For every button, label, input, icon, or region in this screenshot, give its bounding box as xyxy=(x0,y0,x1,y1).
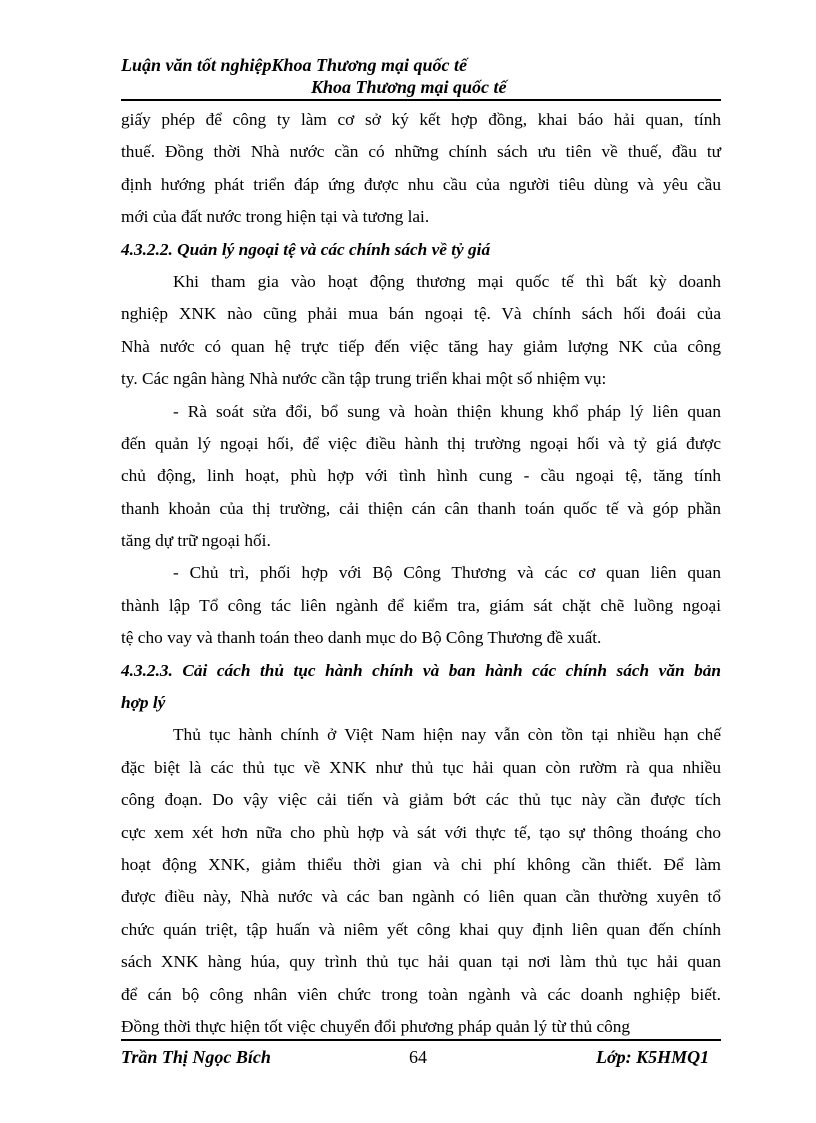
body-text-line: đặc biệt là các thủ tục về XNK như thủ tục hải quan còn rườm rà qua nhiều xyxy=(121,757,721,777)
body-text-line: nghiệp XNK nào cũng phải mua bán ngoại tệ. Và chính sách hối đoái của xyxy=(121,304,721,324)
body-text-line: thuế. Đồng thời Nhà nước cần có những chính sách ưu tiên về thuế, đầu tư xyxy=(121,142,721,162)
section-heading-line: hợp lý xyxy=(121,693,166,713)
body-text-line: tệ cho vay và thanh toán theo danh mục do Bộ Công Thương đề xuất. xyxy=(121,628,602,648)
section-heading-line: 4.3.2.2. Quản lý ngoại tệ và các chính sách về tỷ giá xyxy=(121,239,491,259)
body-text-line: công đoạn. Do vậy việc cải tiến và giảm bớt các thủ tục này cần được tích xyxy=(121,790,721,810)
body-text-line: Khi tham gia vào hoạt động thương mại quốc tế thì bất kỳ doanh xyxy=(173,271,721,291)
page-number: 64 xyxy=(409,1047,427,1067)
body-text-line: hoạt động XNK, giảm thiểu thời gian và chi phí không cần thiết. Để làm xyxy=(121,854,721,874)
body-text-line: Nhà nước có quan hệ trực tiếp đến việc tăng hay giảm lượng NK của công xyxy=(121,336,721,356)
body-text-line: - Rà soát sửa đổi, bổ sung và hoàn thiện khung khổ pháp lý liên quan xyxy=(173,401,721,421)
body-text-line: mới của đất nước trong hiện tại và tương lai. xyxy=(121,207,430,227)
body-text-line: Đồng thời thực hiện tốt việc chuyển đổi phương pháp quản lý từ thủ công xyxy=(121,1016,631,1036)
body-text-line: giấy phép để công ty làm cơ sở ký kết hợp đồng, khai báo hải quan, tính xyxy=(121,110,721,129)
body-text-line: - Chủ trì, phối hợp với Bộ Công Thương và các cơ quan liên quan xyxy=(173,563,721,583)
header-title-line2: Khoa Thương mại quốc tế xyxy=(311,77,507,97)
body-text-line: sách XNK hàng húa, quy trình thủ tục hải quan tại nơi làm thủ tục hải quan xyxy=(121,952,721,972)
body-text-line: được điều này, Nhà nước và các ban ngành có liên quan cần thường xuyên tổ xyxy=(121,887,721,907)
body-text-line: thanh khoản của thị trường, cải thiện cán cân thanh toán quốc tế và góp phần xyxy=(121,498,721,518)
body-text-line: để cán bộ công nhân viên chức trong toàn ngành và các doanh nghiệp biết. xyxy=(121,984,721,1004)
body-text-line: thành lập Tổ công tác liên ngành để kiểm tra, giám sát chặt chẽ luồng ngoại xyxy=(121,595,721,615)
page-body xyxy=(121,104,721,1043)
body-text-line: chức quán triệt, tập huấn và niêm yết công khai quy định liên quan đến chính xyxy=(121,919,721,939)
body-text-line: Thủ tục hành chính ở Việt Nam hiện nay vẫn còn tồn tại nhiều hạn chế xyxy=(173,725,721,745)
body-text-line: đến quản lý ngoại hối, để việc điều hành thị trường ngoại hối và tỷ giá được xyxy=(121,433,721,453)
header-divider xyxy=(121,99,721,101)
header-title-line1: Luận văn tốt nghiệpKhoa Thương mại quốc tế xyxy=(121,55,467,75)
body-text-line: cực xem xét hơn nữa cho phù hợp và sát với thực tế, tạo sự thông thoáng cho xyxy=(121,822,721,842)
body-text-line: ty. Các ngân hàng Nhà nước cần tập trung triển khai một số nhiệm vụ: xyxy=(121,369,607,389)
footer-class: Lớp: K5HMQ1 xyxy=(596,1047,710,1067)
body-text-line: chủ động, linh hoạt, phù hợp với tình hình cung - cầu ngoại tệ, tăng tính xyxy=(121,466,721,486)
footer-author: Trần Thị Ngọc Bích xyxy=(121,1047,271,1067)
section-heading-line: 4.3.2.3. Cải cách thủ tục hành chính và ban hành các chính sách văn bản xyxy=(121,660,721,680)
body-text-line: định hướng phát triển đáp ứng được nhu cầu của người tiêu dùng và yêu cầu xyxy=(121,174,721,194)
body-text-line: tăng dự trữ ngoại hối. xyxy=(121,531,271,551)
footer-divider xyxy=(121,1039,721,1041)
